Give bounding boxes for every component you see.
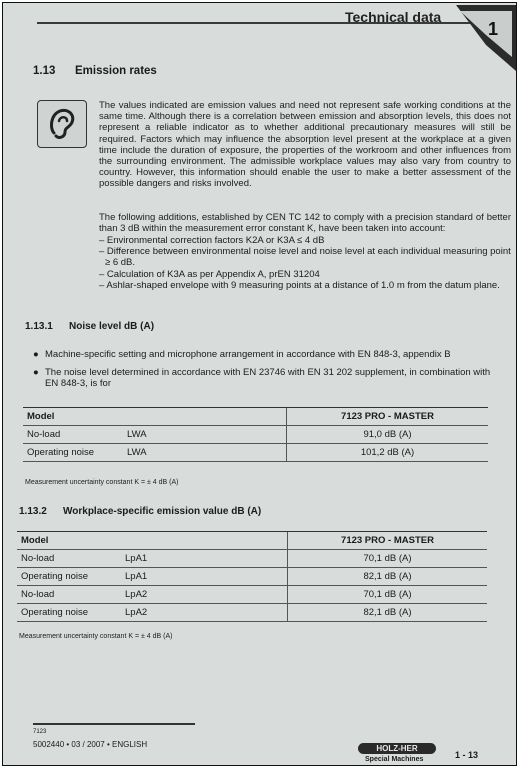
- table-cell: 101,2 dB (A): [287, 444, 489, 462]
- chapter-number: 1: [488, 19, 499, 39]
- header-title: Technical data: [345, 9, 442, 25]
- table-cell: Operating noise: [17, 604, 121, 622]
- header-cell: [123, 408, 287, 426]
- workplace-emission-table: [17, 531, 487, 622]
- uncertainty-note: Measurement uncertainty constant K = ± 4 dB (A): [19, 633, 173, 640]
- uncertainty-note: Measurement uncertainty constant K = ± 4 dB (A): [25, 479, 179, 486]
- header-cell: 7123 PRO - MASTER: [287, 408, 489, 426]
- table-row: [17, 550, 487, 568]
- list-item: – Ashlar-shaped envelope with 9 measuring points at a distance of 1.0 m from the datum plane.: [99, 279, 500, 291]
- header-cell: Model: [23, 408, 123, 426]
- header-cell: 7123 PRO - MASTER: [288, 532, 488, 550]
- section-number: 1.13: [33, 65, 56, 77]
- table-cell: Operating noise: [23, 444, 123, 462]
- noise-level-table: [23, 407, 488, 462]
- section-title: Emission rates: [75, 65, 157, 77]
- table-cell: LWA: [123, 426, 287, 444]
- list-item: – Environmental correction factors K2A or K3A ≤ 4 dB: [99, 235, 325, 246]
- table-cell: Operating noise: [17, 568, 121, 586]
- table-cell: 70,1 dB (A): [288, 550, 488, 568]
- list-item: – Difference between environmental noise level and noise level at each individual measuring point ≥ 6 dB.: [99, 246, 511, 269]
- subsection-title: Noise level dB (A): [69, 321, 155, 332]
- table-row: [17, 568, 487, 586]
- bullet-dot: ●: [33, 367, 39, 378]
- subsection-title: Workplace-specific emission value dB (A): [63, 506, 262, 517]
- bullet-text: Machine-specific setting and microphone arrangement in accordance with EN 848-3, appendix B: [45, 349, 451, 360]
- table-cell: LpA2: [121, 586, 288, 604]
- table-cell: No-load: [17, 550, 121, 568]
- footer-document-number: 5002440 • 03 / 2007 • ENGLISH: [33, 740, 148, 749]
- table-cell: 91,0 dB (A): [287, 426, 489, 444]
- header-cell: [121, 532, 288, 550]
- list-item: – Calculation of K3A as per Appendix A, prEN 31204: [99, 268, 320, 280]
- table-cell: No-load: [23, 426, 123, 444]
- brand-tagline: Special Machines: [365, 756, 424, 763]
- table-cell: LpA2: [121, 604, 288, 622]
- subsection-number: 1.13.1: [25, 321, 53, 332]
- table-cell: 82,1 dB (A): [288, 568, 488, 586]
- table-row: [17, 586, 487, 604]
- table-header-row: [17, 532, 487, 550]
- table-cell: LWA: [123, 444, 287, 462]
- hearing-protection-box: [37, 100, 87, 148]
- chapter-tab: [456, 5, 516, 71]
- bullet-item: [31, 367, 505, 389]
- additions-list: [99, 235, 511, 291]
- document-page: [2, 2, 517, 766]
- bullet-item: [31, 349, 505, 360]
- table-cell: 70,1 dB (A): [288, 586, 488, 604]
- intro-paragraph: The values indicated are emission values and need not represent safe working conditions at the same time. Although there is a correlation between emission and absorption levels, this does not represent a reliable indicator as to whether additional precautionary measures will still be required. Factors which may influence the absorption level present at the workplace at a given time include the duration of exposure, the properties of the workroom and other influences from the surrounding environment. The admissible workplace values may also vary from country to country. However, this information should enable the user to make a better assessment of the possible dangers and risks involved.: [99, 100, 511, 190]
- page-number: 1 - 13: [455, 750, 479, 760]
- footer-rule: [33, 723, 195, 725]
- subsection-number: 1.13.2: [19, 506, 47, 517]
- table-header-row: [23, 408, 488, 426]
- footer-model: 7123: [33, 729, 47, 735]
- additions-intro: The following additions, established by CEN TC 142 to comply with a precision standard of better than 3 dB within the measurement error constant K, have been taken into account:: [99, 212, 511, 235]
- table-cell: LpA1: [121, 568, 288, 586]
- table-row: [17, 604, 487, 622]
- header-cell: Model: [17, 532, 121, 550]
- table-cell: No-load: [17, 586, 121, 604]
- ear-icon: [38, 101, 86, 147]
- table-row: [23, 444, 488, 462]
- table-cell: 82,1 dB (A): [288, 604, 488, 622]
- bullet-text: The noise level determined in accordance with EN 23746 with EN 31 202 supplement, in combination with EN 848-3, is for: [45, 367, 491, 390]
- table-cell: LpA1: [121, 550, 288, 568]
- table-row: [23, 426, 488, 444]
- brand-logo: HOLZ-HER: [358, 743, 436, 754]
- bullet-dot: ●: [33, 349, 39, 360]
